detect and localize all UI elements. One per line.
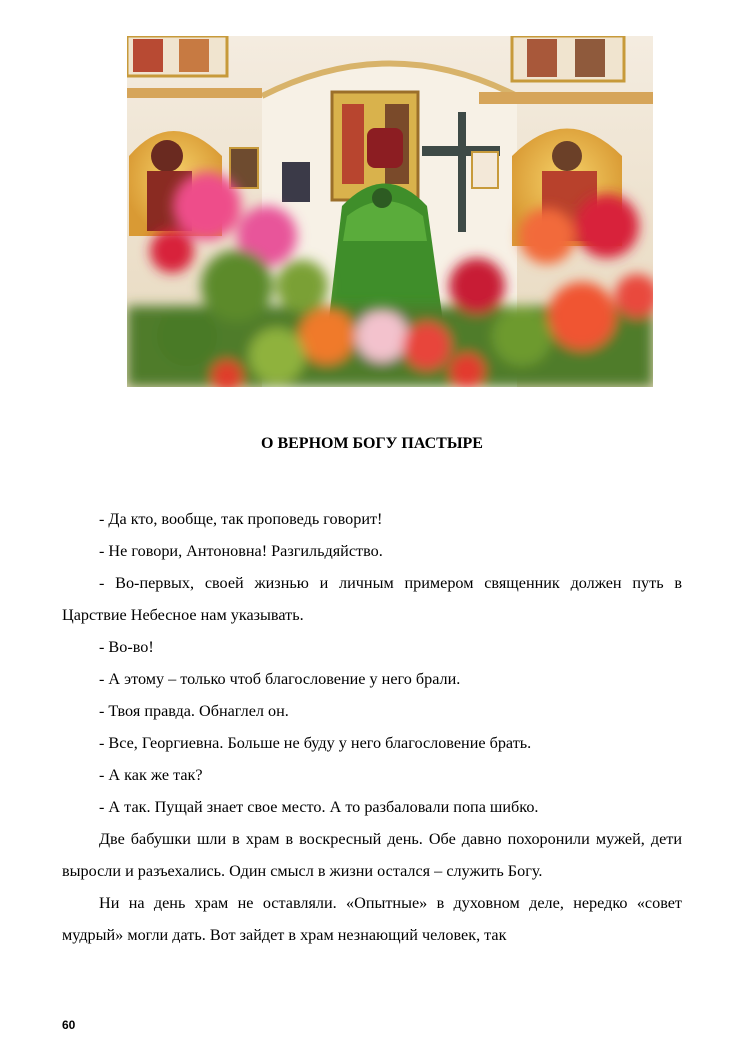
paragraph: - А так. Пущай знает свое место. А то разбаловали попа шибко. xyxy=(99,798,539,816)
paragraph: Две бабушки шли в храм в воскресный день. Обе давно похоронили мужей, дети выросли и разъехались. Один смысл в жизни остался – служить Богу. xyxy=(62,830,682,880)
paragraph: - Не говори, Антоновна! Разгильдяйство. xyxy=(99,542,383,560)
paragraph: Ни на день храм не оставляли. «Опытные» в духовном деле, нередко «совет мудрый» могли дать. Вот зайдет в храм незнающий человек, так xyxy=(62,894,682,944)
church-altar-flowers-photo xyxy=(127,36,653,387)
paragraph: - Да кто, вообще, так проповедь говорит! xyxy=(99,510,383,528)
church-photo xyxy=(127,36,653,387)
paragraph: - Твоя правда. Обнаглел он. xyxy=(99,702,289,720)
paragraph: - А как же так? xyxy=(99,766,203,784)
chapter-title: О ВЕРНОМ БОГУ ПАСТЫРЕ xyxy=(261,435,483,452)
body-text xyxy=(62,503,682,951)
paragraph: - Во-во! xyxy=(99,638,154,656)
paragraph: - Во-первых, своей жизнью и личным примером священник должен путь в Царствие Небесное нам указывать. xyxy=(62,574,682,624)
page-number: 60 xyxy=(62,1018,76,1032)
paragraph: - А этому – только чтоб благословение у него брали. xyxy=(99,670,461,688)
paragraph: - Все, Георгиевна. Больше не буду у него благословение брать. xyxy=(99,734,532,752)
